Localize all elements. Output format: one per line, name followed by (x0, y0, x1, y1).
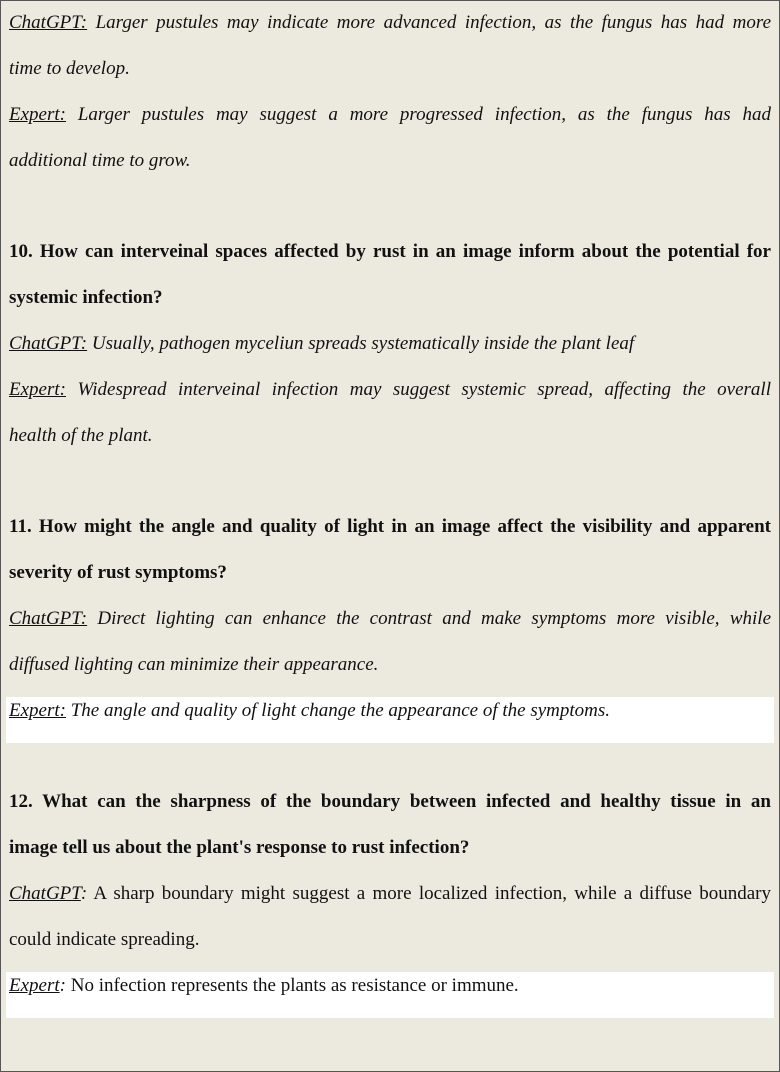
chatgpt-speaker-label: ChatGPT: (9, 333, 88, 354)
q11-expert-line-1: Expert: The angle and quality of light change the appearance of the symptoms. (9, 700, 611, 721)
intro-expert-line-2: additional time to grow. (9, 150, 191, 171)
q10-chatgpt-line-1: ChatGPT: Usually, pathogen myceliun spreads systematically inside the plant leaf (9, 333, 635, 354)
chatgpt-speaker-label: ChatGPT: (9, 12, 88, 33)
chatgpt-speaker-label: ChatGPT (9, 883, 81, 904)
q12-chatgpt-line-2: could indicate spreading. (9, 929, 200, 950)
expert-speaker-label: Expert (9, 975, 60, 996)
intro-expert-line-1: Expert: Larger pustules may suggest a more progressed infection, as the fungus has had (9, 104, 772, 125)
q12-question-line-2: image tell us about the plant's response to rust infection? (9, 837, 470, 858)
intro-chatgpt-line-2: time to develop. (9, 58, 130, 79)
q12-question-line-1: 12. What can the sharpness of the boundary between infected and healthy tissue in an (9, 791, 771, 812)
chatgpt-speaker-label: ChatGPT: (9, 608, 88, 629)
q11-chatgpt-line-2: diffused lighting can minimize their appearance. (9, 654, 379, 675)
q11-question-line-2: severity of rust symptoms? (9, 562, 227, 583)
q12-expert-line-1: Expert: No infection represents the plants as resistance or immune. (9, 975, 519, 996)
q10-question-line-1: 10. How can interveinal spaces affected by rust in an image inform about the potential for (9, 241, 771, 262)
intro-chatgpt-line-1: ChatGPT: Larger pustules may indicate more advanced infection, as the fungus has had more (9, 12, 772, 33)
q11-chatgpt-line-1: ChatGPT: Direct lighting can enhance the contrast and make symptoms more visible, while (9, 608, 771, 629)
q12-chatgpt-line-1: ChatGPT: A sharp boundary might suggest a more localized infection, while a diffuse boundary (9, 883, 771, 904)
expert-speaker-label: Expert: (9, 379, 66, 400)
expert-speaker-label: Expert: (9, 104, 66, 125)
q10-expert-line-2: health of the plant. (9, 425, 153, 446)
q10-expert-line-1: Expert: Widespread interveinal infection may suggest systemic spread, affecting the overall (9, 379, 771, 400)
q10-question-line-2: systemic infection? (9, 287, 163, 308)
expert-speaker-label: Expert: (9, 700, 66, 721)
q11-question-line-1: 11. How might the angle and quality of light in an image affect the visibility and apparent (9, 516, 771, 537)
